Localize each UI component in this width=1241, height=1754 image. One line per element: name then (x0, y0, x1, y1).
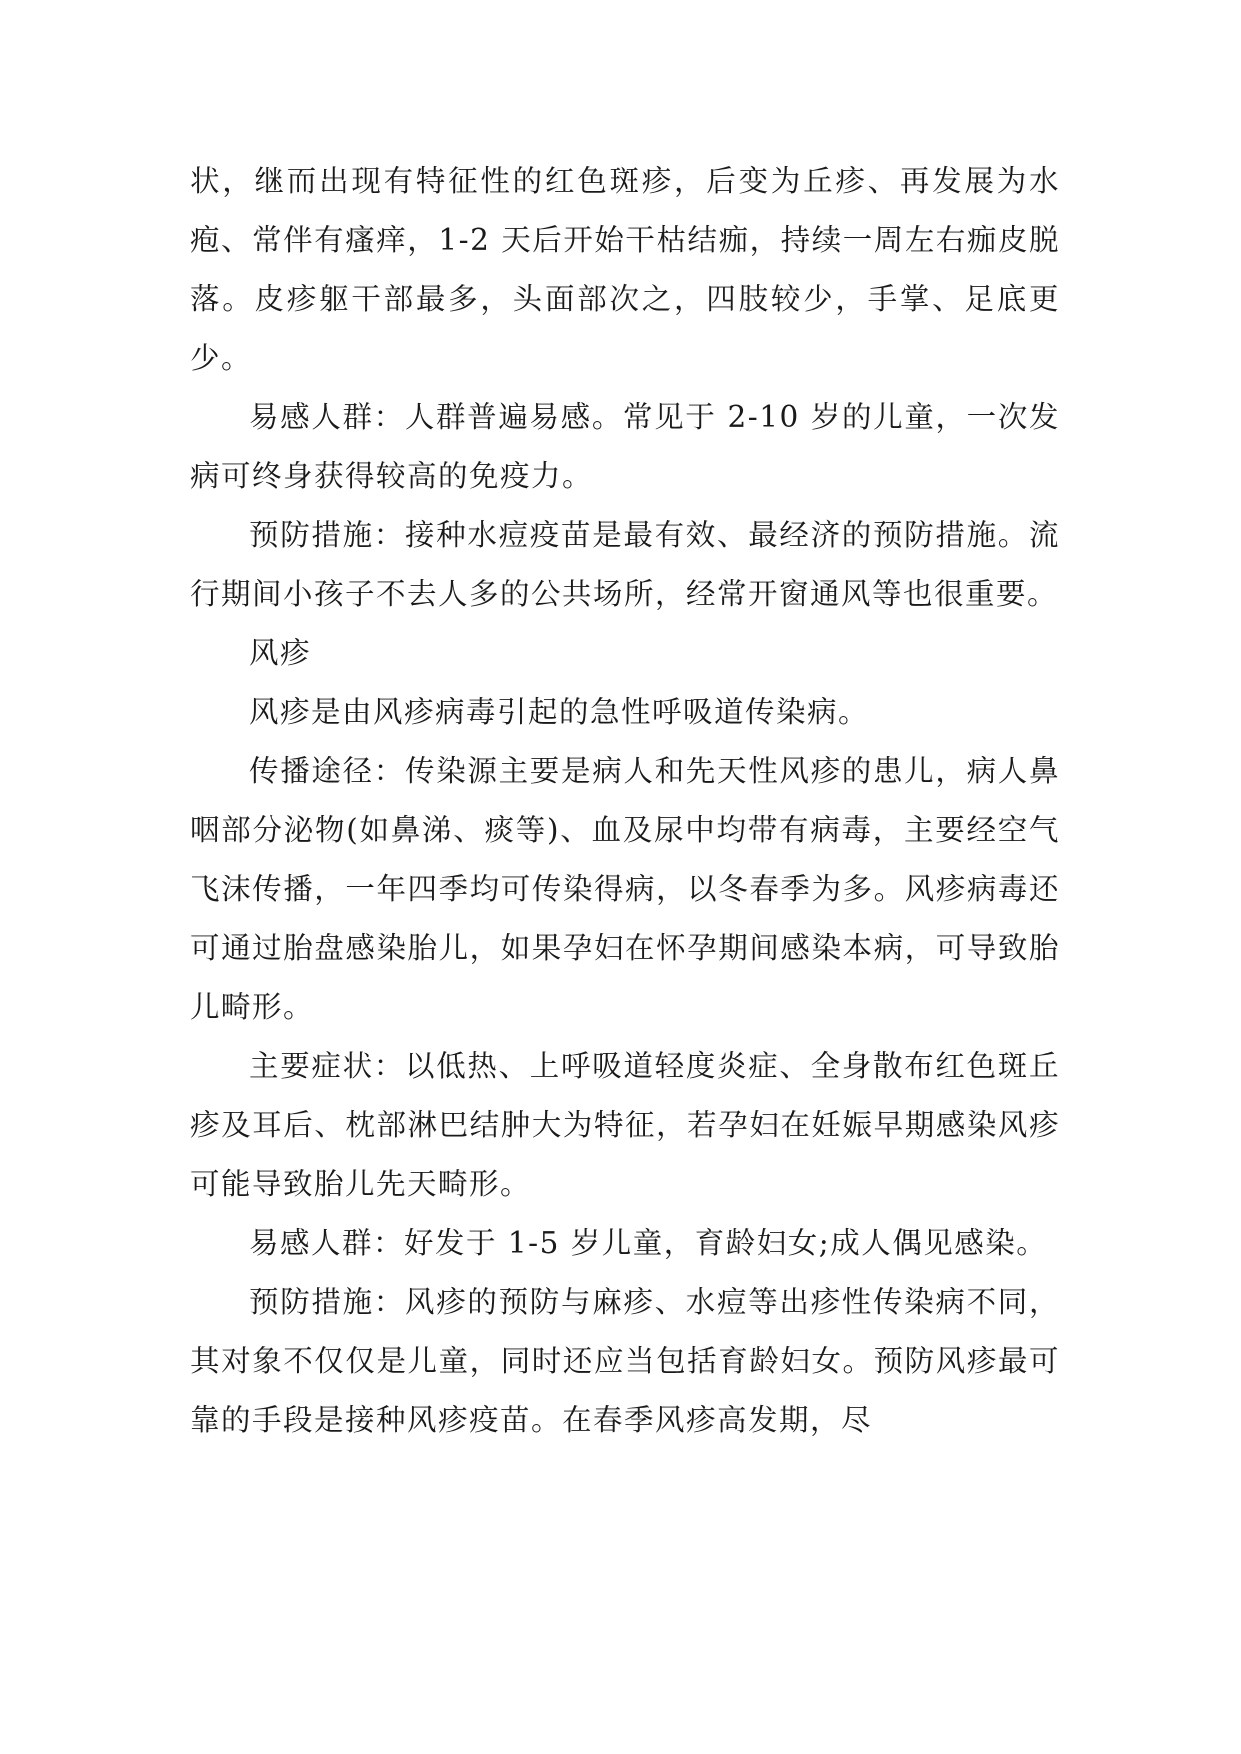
paragraph-varicella-prevention: 预防措施：接种水痘疫苗是最有效、最经济的预防措施。流行期间小孩子不去人多的公共场所，经常开窗通风等也很重要。 (190, 518, 1060, 611)
paragraph-rubella-definition: 风疹是由风疹病毒引起的急性呼吸道传染病。 (249, 695, 870, 729)
paragraph-varicella-susceptible: 易感人群：人群普遍易感。常见于 2-10 岁的儿童，一次发病可终身获得较高的免疫力。 (190, 400, 1060, 493)
paragraph-varicella-symptoms-continued: 状，继而出现有特征性的红色斑疹，后变为丘疹、再发展为水疱、常伴有瘙痒，1-2 天后开始干枯结痂，持续一周左右痂皮脱落。皮疹躯干部最多，头面部次之，四肢较少，手掌、足底更少。 (190, 164, 1060, 375)
paragraph-rubella-symptoms: 主要症状：以低热、上呼吸道轻度炎症、全身散布红色斑丘疹及耳后、枕部淋巴结肿大为特征，若孕妇在妊娠早期感染风疹可能导致胎儿先天畸形。 (190, 1049, 1060, 1201)
paragraph-rubella-susceptible: 易感人群：好发于 1-5 岁儿童，育龄妇女;成人偶见感染。 (249, 1226, 1048, 1260)
paragraph-rubella-prevention: 预防措施：风疹的预防与麻疹、水痘等出疹性传染病不同，其对象不仅仅是儿童，同时还应当包括育龄妇女。预防风疹最可靠的手段是接种风疹疫苗。在春季风疹高发期，尽 (190, 1285, 1060, 1437)
paragraph-rubella-transmission: 传播途径：传染源主要是病人和先天性风疹的患儿，病人鼻咽部分泌物(如鼻涕、痰等)、血及尿中均带有病毒，主要经空气飞沫传播，一年四季均可传染得病，以冬春季为多。风疹病毒还可通过胎盘感染胎儿，如果孕妇在怀孕期间感染本病，可导致胎儿畸形。 (190, 754, 1060, 1024)
document-body (190, 152, 1060, 1450)
section-heading-rubella: 风疹 (249, 636, 312, 670)
